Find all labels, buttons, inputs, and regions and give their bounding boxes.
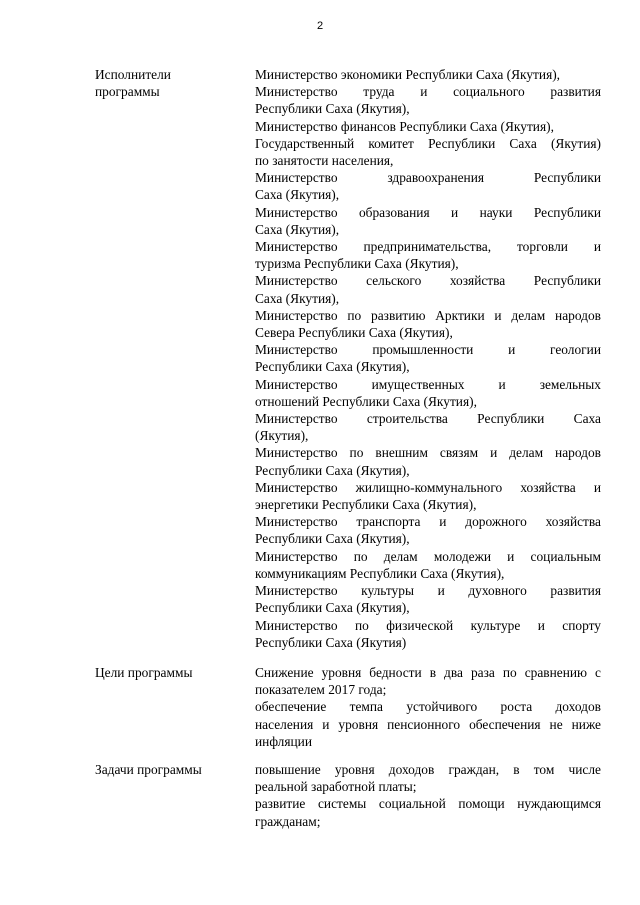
content-line: Министерство имущественных и земельных (255, 376, 601, 392)
content-item (255, 238, 601, 272)
content-line: Министерство предпринимательства, торговли и (255, 239, 601, 255)
content-line: энергетики Республики Саха (Якутия), (255, 497, 477, 513)
content-line: Министерство культуры и духовного развития (255, 583, 601, 599)
content-item (255, 761, 601, 795)
label-line: Цели программы (95, 665, 193, 680)
content-line: Севера Республики Саха (Якутия), (255, 325, 453, 341)
content-item (255, 135, 601, 169)
content-item (255, 83, 601, 117)
content-line: Министерство сельского хозяйства Республики (255, 273, 601, 289)
content-line: реальной заработной платы; (255, 779, 417, 795)
page-number: 2 (316, 20, 324, 32)
content-line: Министерство строительства Республики Саха (255, 411, 601, 427)
content-item (255, 444, 601, 478)
section-content (255, 664, 601, 750)
section-label (95, 761, 245, 778)
label-line: Задачи программы (95, 762, 202, 777)
content-line: Министерство по делам молодежи и социальным (255, 548, 601, 564)
content-item (255, 617, 601, 651)
content-item (255, 169, 601, 203)
content-item (255, 204, 601, 238)
content-line: обеспечение темпа устойчивого роста доходов (255, 699, 601, 715)
content-line: показателем 2017 года; (255, 682, 387, 698)
content-item (255, 341, 601, 375)
content-item (255, 376, 601, 410)
content-line: Саха (Якутия), (255, 187, 340, 203)
content-line: Снижение уровня бедности в два раза по сравнению с (255, 665, 601, 680)
content-line: Министерство по физической культуре и спорту (255, 617, 601, 633)
content-line: Министерство финансов Республики Саха (Якутия), (255, 118, 554, 134)
content-item (255, 410, 601, 444)
content-line: по занятости населения, (255, 153, 394, 169)
content-line: отношений Республики Саха (Якутия), (255, 393, 477, 409)
content-line: Министерство жилищно-коммунального хозяйства и (255, 479, 601, 495)
content-item (255, 664, 601, 698)
content-line: повышение уровня доходов граждан, в том числе (255, 762, 601, 777)
section-content (255, 66, 601, 651)
content-line: Саха (Якутия), (255, 290, 340, 306)
content-item (255, 479, 601, 513)
content-line: туризма Республики Саха (Якутия), (255, 256, 459, 272)
content-line: Республики Саха (Якутия), (255, 462, 410, 478)
content-line: Республики Саха (Якутия), (255, 531, 410, 547)
content-item (255, 66, 601, 83)
content-item (255, 307, 601, 341)
content-line: Министерство здравоохранения Республики (255, 170, 601, 186)
label-line: Исполнители (95, 67, 171, 82)
content-line: населения и уровня пенсионного обеспечения не ниже (255, 716, 601, 732)
content-line: Республики Саха (Якутия), (255, 359, 410, 375)
content-line: Министерство по внешним связям и делам народов (255, 445, 601, 461)
content-line: Государственный комитет Республики Саха (Якутия) (255, 135, 601, 151)
content-line: инфляции (255, 733, 313, 749)
content-item (255, 513, 601, 547)
content-line: Республики Саха (Якутия), (255, 101, 410, 117)
content-line: Саха (Якутия), (255, 221, 340, 237)
content-line: Министерство труда и социального развития (255, 84, 601, 100)
content-line: гражданам; (255, 813, 321, 829)
content-item (255, 582, 601, 616)
content-item (255, 548, 601, 582)
content-line: Республики Саха (Якутия), (255, 600, 410, 616)
content-line: Республики Саха (Якутия) (255, 634, 407, 650)
section-content (255, 761, 601, 830)
content-line: Министерство по развитию Арктики и делам народов (255, 307, 601, 323)
content-line: Министерство образования и науки Республики (255, 204, 601, 220)
content-line: Министерство промышленности и геологии (255, 342, 601, 358)
section-label (95, 66, 245, 100)
content-line: Министерство экономики Республики Саха (Якутия), (255, 67, 561, 82)
content-item (255, 698, 601, 750)
content-item (255, 118, 601, 135)
section-label (95, 664, 245, 681)
content-line: коммуникациям Республики Саха (Якутия), (255, 565, 505, 581)
content-item (255, 272, 601, 306)
content-line: Министерство транспорта и дорожного хозяйства (255, 514, 601, 530)
content-line: (Якутия), (255, 428, 309, 444)
content-line: развитие системы социальной помощи нуждающимся (255, 796, 601, 812)
content-item (255, 795, 601, 829)
label-line: программы (95, 84, 160, 100)
